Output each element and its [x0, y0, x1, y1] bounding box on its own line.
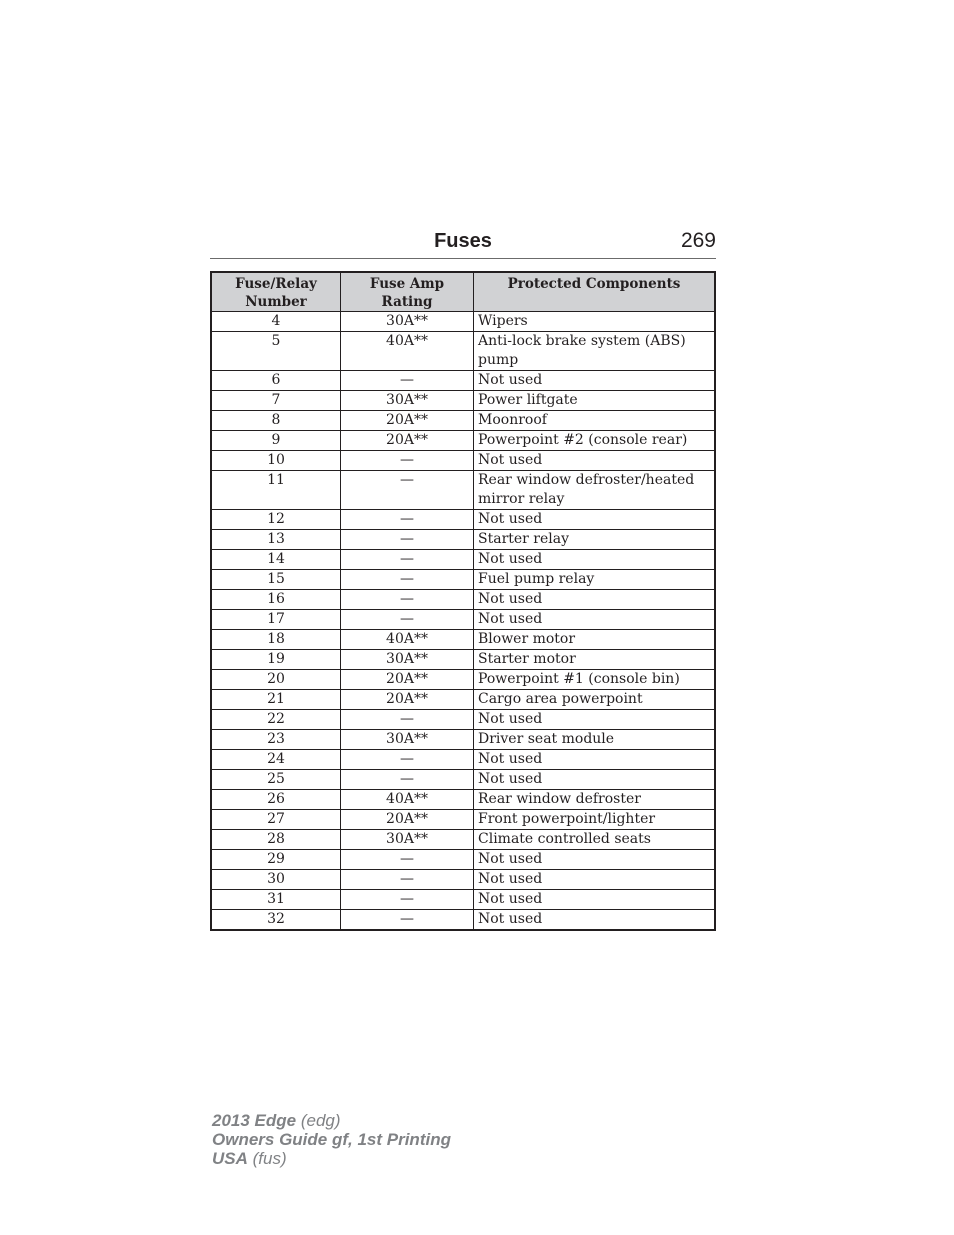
fuse-number-cell: 29 — [211, 850, 341, 870]
footer-model-code: (edg) — [300, 1111, 341, 1130]
fuse-number-cell: 31 — [211, 890, 341, 910]
fuse-rating-cell: 30A** — [341, 830, 474, 850]
page-footer — [212, 1111, 451, 1168]
fuse-rating-cell: — — [341, 471, 474, 510]
footer-line-1 — [212, 1111, 451, 1130]
protected-component-cell: Power liftgate — [474, 391, 716, 411]
table-row — [211, 650, 715, 670]
table-row — [211, 510, 715, 530]
protected-component-cell: Not used — [474, 510, 716, 530]
table-row — [211, 770, 715, 790]
fuse-rating-cell: 20A** — [341, 431, 474, 451]
fuse-rating-cell: — — [341, 610, 474, 630]
column-header-number-line1: Fuse/Relay — [235, 276, 317, 292]
fuse-rating-cell: 30A** — [341, 312, 474, 332]
protected-component-cell: Rear window defroster — [474, 790, 716, 810]
protected-component-cell: Not used — [474, 550, 716, 570]
footer-guide: Owners Guide gf, 1st Printing — [212, 1130, 451, 1149]
footer-line-2 — [212, 1130, 451, 1149]
protected-component-cell: Not used — [474, 750, 716, 770]
section-title: Fuses — [434, 230, 492, 252]
fuse-rating-cell: 40A** — [341, 790, 474, 810]
protected-component-cell: Front powerpoint/lighter — [474, 810, 716, 830]
fuse-number-cell: 28 — [211, 830, 341, 850]
table-row — [211, 850, 715, 870]
fuse-rating-cell: — — [341, 371, 474, 391]
protected-component-cell: Not used — [474, 710, 716, 730]
fuse-number-cell: 14 — [211, 550, 341, 570]
table-row — [211, 910, 715, 931]
table-row — [211, 750, 715, 770]
protected-component-cell: Not used — [474, 890, 716, 910]
table-row — [211, 312, 715, 332]
fuse-number-cell: 10 — [211, 451, 341, 471]
protected-component-cell: Powerpoint #1 (console bin) — [474, 670, 716, 690]
protected-component-cell: Starter relay — [474, 530, 716, 550]
fuse-rating-cell: 20A** — [341, 411, 474, 431]
table-row — [211, 670, 715, 690]
footer-model: 2013 Edge — [212, 1111, 297, 1130]
protected-component-cell: Cargo area powerpoint — [474, 690, 716, 710]
footer-line-3 — [212, 1149, 451, 1168]
fuse-number-cell: 18 — [211, 630, 341, 650]
fuse-number-cell: 20 — [211, 670, 341, 690]
fuse-number-cell: 21 — [211, 690, 341, 710]
column-header-components — [474, 272, 716, 312]
table-row — [211, 371, 715, 391]
protected-component-cell: Driver seat module — [474, 730, 716, 750]
page-number: 269 — [680, 229, 716, 252]
fuse-number-cell: 30 — [211, 870, 341, 890]
table-row — [211, 730, 715, 750]
table-header-row — [211, 272, 715, 312]
table-row — [211, 332, 715, 371]
protected-component-cell: Powerpoint #2 (console rear) — [474, 431, 716, 451]
fuse-number-cell: 32 — [211, 910, 341, 931]
fuse-number-cell: 4 — [211, 312, 341, 332]
table-row — [211, 451, 715, 471]
fuse-number-cell: 9 — [211, 431, 341, 451]
table-row — [211, 830, 715, 850]
column-header-rating-line2: Rating — [381, 294, 433, 310]
table-row — [211, 710, 715, 730]
protected-component-cell: Starter motor — [474, 650, 716, 670]
table-row — [211, 630, 715, 650]
fuse-rating-cell: — — [341, 570, 474, 590]
table-row — [211, 431, 715, 451]
table-row — [211, 610, 715, 630]
fuse-number-cell: 16 — [211, 590, 341, 610]
protected-component-cell: Not used — [474, 610, 716, 630]
table-row — [211, 790, 715, 810]
fuse-rating-cell: — — [341, 451, 474, 471]
table-row — [211, 411, 715, 431]
fuse-rating-cell: — — [341, 770, 474, 790]
fuse-rating-cell: — — [341, 870, 474, 890]
page-header — [210, 228, 716, 259]
table-row — [211, 690, 715, 710]
fuse-rating-cell: — — [341, 710, 474, 730]
fuse-number-cell: 24 — [211, 750, 341, 770]
fuse-number-cell: 13 — [211, 530, 341, 550]
fuse-rating-cell: — — [341, 550, 474, 570]
fuse-number-cell: 15 — [211, 570, 341, 590]
protected-component-cell: Not used — [474, 590, 716, 610]
protected-component-cell: Not used — [474, 870, 716, 890]
fuse-number-cell: 7 — [211, 391, 341, 411]
table-row — [211, 810, 715, 830]
protected-component-cell: Not used — [474, 770, 716, 790]
table-body — [211, 312, 715, 931]
fuse-number-cell: 25 — [211, 770, 341, 790]
fuse-rating-cell: — — [341, 510, 474, 530]
table-row — [211, 550, 715, 570]
fuse-rating-cell: 40A** — [341, 332, 474, 371]
table-row — [211, 870, 715, 890]
fuse-number-cell: 23 — [211, 730, 341, 750]
fuse-number-cell: 27 — [211, 810, 341, 830]
fuse-number-cell: 5 — [211, 332, 341, 371]
fuse-rating-cell: 30A** — [341, 391, 474, 411]
fuse-number-cell: 6 — [211, 371, 341, 391]
fuse-rating-cell: — — [341, 890, 474, 910]
fuse-number-cell: 22 — [211, 710, 341, 730]
fuse-number-cell: 17 — [211, 610, 341, 630]
fuse-number-cell: 12 — [211, 510, 341, 530]
column-header-components-label: Protected Components — [507, 276, 681, 292]
fuse-number-cell: 11 — [211, 471, 341, 510]
fuse-number-cell: 8 — [211, 411, 341, 431]
table-row — [211, 890, 715, 910]
protected-component-cell: Not used — [474, 371, 716, 391]
fuse-rating-cell: 30A** — [341, 650, 474, 670]
table-row — [211, 590, 715, 610]
protected-component-cell: Climate controlled seats — [474, 830, 716, 850]
protected-component-cell: Wipers — [474, 312, 716, 332]
table-row — [211, 391, 715, 411]
fuse-rating-cell: — — [341, 590, 474, 610]
fuse-number-cell: 19 — [211, 650, 341, 670]
fuse-rating-cell: 20A** — [341, 690, 474, 710]
table-row — [211, 471, 715, 510]
protected-component-cell: Not used — [474, 451, 716, 471]
column-header-rating-line1: Fuse Amp — [369, 276, 445, 292]
protected-component-cell: Not used — [474, 850, 716, 870]
protected-component-cell: Fuel pump relay — [474, 570, 716, 590]
fuse-number-cell: 26 — [211, 790, 341, 810]
footer-region-code: (fus) — [252, 1149, 287, 1168]
protected-component-cell: Not used — [474, 910, 716, 931]
fuse-rating-cell: — — [341, 850, 474, 870]
column-header-number-line2: Number — [245, 294, 307, 310]
table-row — [211, 570, 715, 590]
protected-component-cell: Rear window defroster/heated mirror relay — [474, 471, 716, 510]
fuse-rating-cell: 40A** — [341, 630, 474, 650]
fuse-table — [210, 271, 716, 931]
protected-component-cell: Moonroof — [474, 411, 716, 431]
column-header-rating — [341, 272, 474, 312]
fuse-rating-cell: 20A** — [341, 810, 474, 830]
fuse-rating-cell: 30A** — [341, 730, 474, 750]
protected-component-cell: Blower motor — [474, 630, 716, 650]
fuse-rating-cell: — — [341, 750, 474, 770]
table-row — [211, 530, 715, 550]
fuse-rating-cell: — — [341, 910, 474, 931]
footer-region: USA — [212, 1149, 248, 1168]
column-header-number — [211, 272, 341, 312]
fuse-rating-cell: — — [341, 530, 474, 550]
protected-component-cell: Anti-lock brake system (ABS) pump — [474, 332, 716, 371]
fuse-rating-cell: 20A** — [341, 670, 474, 690]
